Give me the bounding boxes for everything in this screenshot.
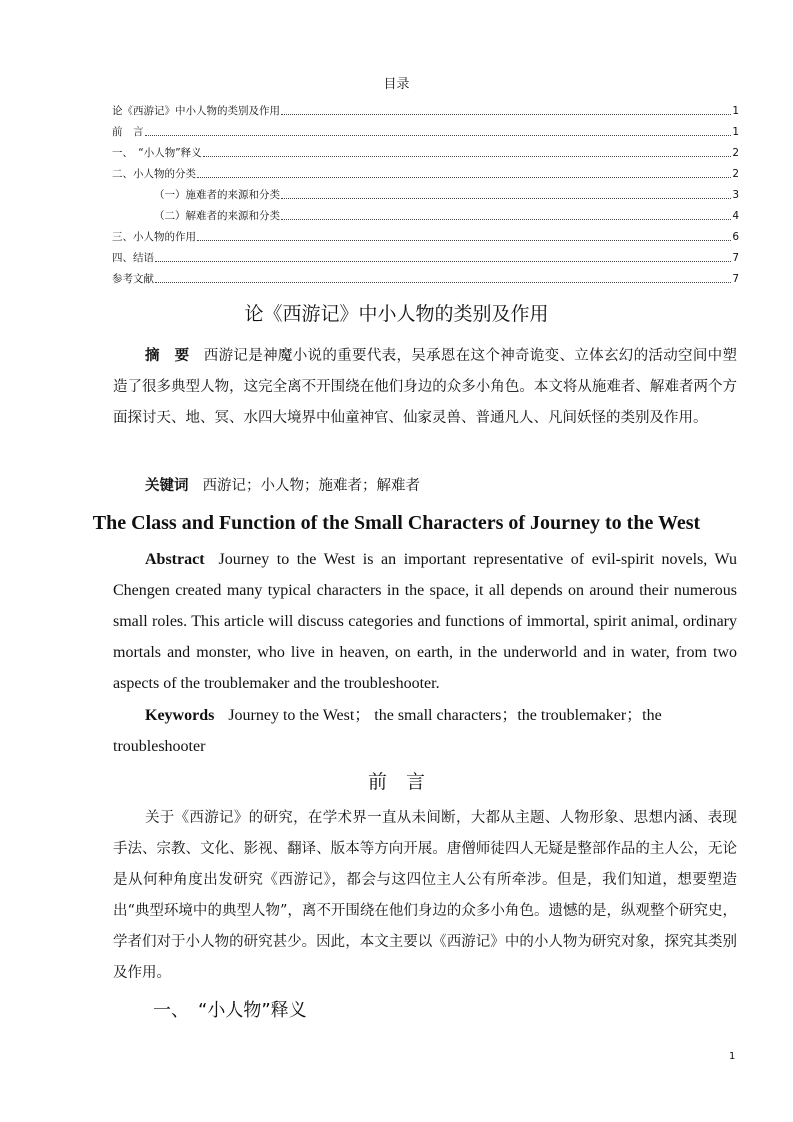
- toc-entry-page[interactable]: 1: [732, 105, 739, 117]
- abstract-en-text: Journey to the West is an important representative of evil-spirit novels, Wu Chengen created many typical characters in the space, it all depends on around their numerous small roles. This article will discuss categories and functions of immortal, spirit animal, ordinary mortals and monster, who live in heaven, on earth, in the underworld and in water, from two aspects of the troublemaker and the troubleshooter.: [113, 551, 737, 692]
- abstract-en-label: Abstract: [145, 551, 205, 568]
- keywords-en-label: Keywords: [145, 707, 215, 724]
- table-of-contents: [112, 97, 739, 286]
- abstract-zh-label: 摘 要: [145, 348, 190, 364]
- toc-entry-label[interactable]: （二）解难者的来源和分类: [154, 210, 280, 222]
- toc-entry-label[interactable]: 论《西游记》中小人物的类别及作用: [112, 105, 280, 117]
- toc-entry[interactable]: [112, 139, 739, 160]
- toc-entry-page[interactable]: 1: [732, 126, 739, 138]
- toc-dot-leader: [145, 134, 732, 136]
- paper-title-en: The Class and Function of the Small Characters of Journey to the West: [92, 512, 701, 534]
- toc-entry[interactable]: [112, 265, 739, 286]
- toc-entry-label[interactable]: 参考文献: [112, 273, 154, 285]
- page-number: 1: [729, 1051, 736, 1062]
- toc-entry[interactable]: [112, 160, 739, 181]
- toc-entry-page[interactable]: 7: [732, 252, 739, 264]
- toc-entry[interactable]: [112, 223, 739, 244]
- abstract-zh: [113, 341, 737, 434]
- abstract-zh-text: 西游记是神魔小说的重要代表，吴承恩在这个神奇诡变、立体玄幻的活动空间中塑造了很多典型人物，这完全离不开围绕在他们身边的众多小角色。本文将从施难者、解难者两个方面探讨天、地、冥、水四大境界中仙童神官、仙家灵兽、普通凡人、凡间妖怪的类别及作用。: [113, 348, 738, 426]
- preface-title: 前 言: [367, 771, 425, 793]
- keywords-zh: [113, 471, 737, 502]
- keywords-zh-label: 关键词: [145, 478, 189, 494]
- abstract-en: [113, 544, 737, 699]
- toc-dot-leader: [281, 113, 731, 115]
- keywords-en-text: Journey to the West； the small characters；the troublemaker；the troubleshooter: [113, 707, 662, 755]
- toc-entry-page[interactable]: 4: [732, 210, 739, 222]
- toc-dot-leader: [281, 218, 731, 220]
- toc-entry-label[interactable]: 四、结语: [112, 252, 154, 264]
- toc-dot-leader: [203, 155, 732, 157]
- toc-entry-page[interactable]: 3: [732, 189, 739, 201]
- toc-entry[interactable]: [112, 118, 739, 139]
- toc-entry-label[interactable]: （一）施难者的来源和分类: [154, 189, 280, 201]
- section-1-heading: 一、 “小人物”释义: [153, 1000, 307, 1021]
- toc-entry-label[interactable]: 三、小人物的作用: [112, 231, 196, 243]
- paper-title-zh: 论《西游记》中小人物的类别及作用: [244, 303, 549, 325]
- toc-entry-label[interactable]: 前 言: [112, 126, 144, 138]
- toc-dot-leader: [197, 239, 731, 241]
- toc-entry[interactable]: [112, 97, 739, 118]
- toc-entry-label[interactable]: 二、小人物的分类: [112, 168, 196, 180]
- toc-entry-page[interactable]: 2: [732, 168, 739, 180]
- toc-title: 目录: [383, 77, 410, 92]
- toc-entry-label[interactable]: 一、 “小人物”释义: [112, 147, 202, 159]
- keywords-en: [113, 700, 737, 762]
- toc-dot-leader: [197, 176, 731, 178]
- toc-entry-page[interactable]: 6: [732, 231, 739, 243]
- toc-entry-page[interactable]: 7: [732, 273, 739, 285]
- toc-entry[interactable]: [112, 202, 739, 223]
- toc-entry[interactable]: [112, 244, 739, 265]
- toc-dot-leader: [155, 260, 731, 262]
- keywords-zh-text: 西游记；小人物；施难者；解难者: [202, 478, 420, 494]
- preface-text: 关于《西游记》的研究，在学术界一直从未间断，大都从主题、人物形象、思想内涵、表现手法、宗教、文化、影视、翻译、版本等方向开展。唐僧师徒四人无疑是整部作品的主人公，无论是从何种角度出发研究《西游记》，都会与这四位主人公有所牵涉。但是，我们知道，想要塑造出“典型环境中的典型人物”，离不开围绕在他们身边的众多小角色。遗憾的是，纵观整个研究史，学者们对于小人物的研究甚少。因此，本文主要以《西游记》中的小人物为研究对象，探究其类别及作用。: [113, 810, 737, 981]
- toc-dot-leader: [155, 281, 731, 283]
- toc-entry-page[interactable]: 2: [732, 147, 739, 159]
- toc-entry[interactable]: [112, 181, 739, 202]
- toc-dot-leader: [281, 197, 731, 199]
